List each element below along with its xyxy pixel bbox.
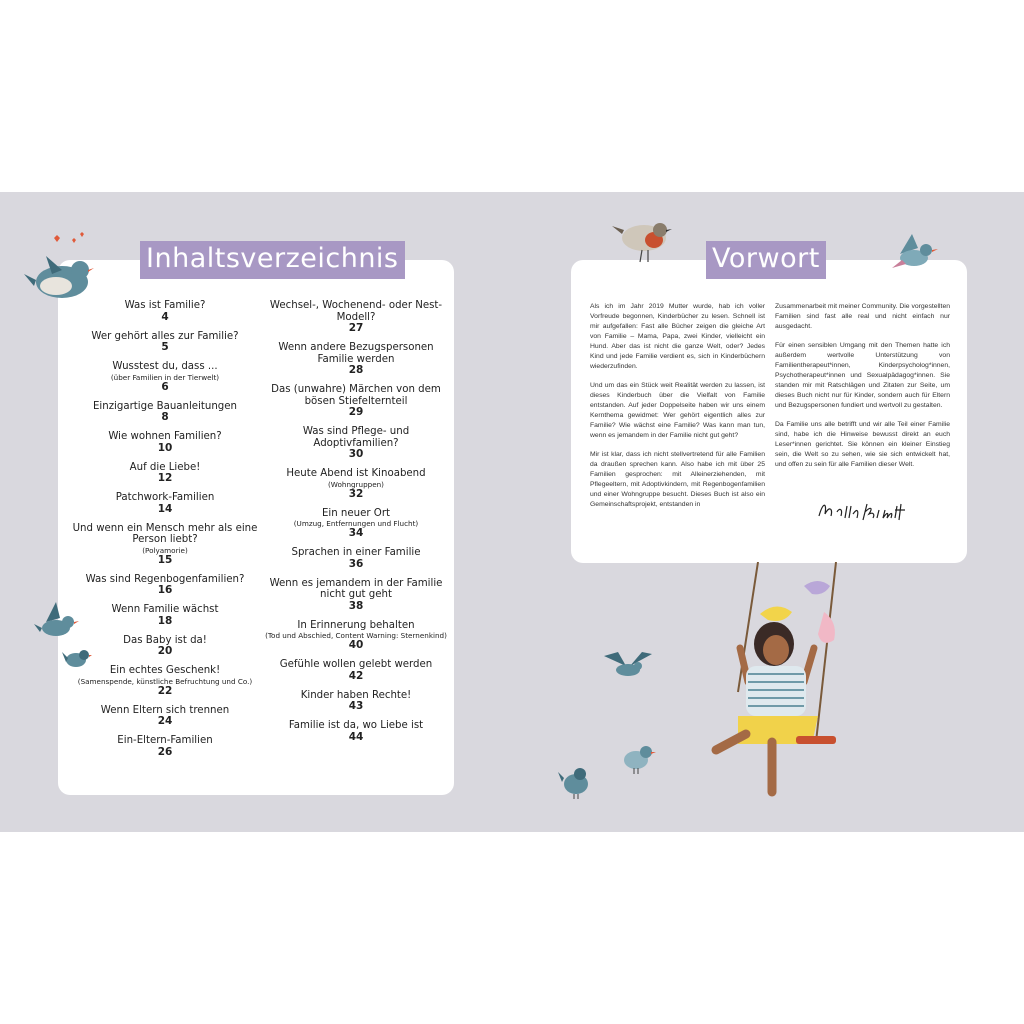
preface-column-1 xyxy=(590,302,765,519)
toc-entry xyxy=(70,431,260,454)
toc-entry xyxy=(261,690,451,713)
blue-bird-icon xyxy=(32,600,80,642)
toc-entry xyxy=(70,665,260,697)
toc-entry-page-number: 43 xyxy=(348,700,364,712)
preface-column-2 xyxy=(775,302,950,479)
toc-entry-page-number: 26 xyxy=(157,745,173,758)
toc-entry-subtitle: (Polyamorie) xyxy=(142,545,188,555)
toc-entry xyxy=(261,426,451,460)
toc-entry xyxy=(70,331,260,354)
toc-entry-title: Was sind Regenbogenfamilien? xyxy=(85,573,245,585)
toc-entry-title: Wenn Eltern sich trennen xyxy=(100,704,230,716)
toc-entry-subtitle: (Samenspende, künstliche Befruchtung und Co.) xyxy=(77,676,253,686)
toc-entry-subtitle: (über Familien in der Tierwelt) xyxy=(110,372,220,382)
toc-entry xyxy=(261,384,451,418)
toc-entry xyxy=(70,635,260,658)
toc-entry xyxy=(70,300,260,323)
toc-entry-page-number: 40 xyxy=(348,639,364,651)
toc-entry-page-number: 22 xyxy=(157,684,173,697)
toc-entry-title: Ein echtes Geschenk! xyxy=(109,665,221,676)
flying-bird-icon xyxy=(890,228,940,278)
toc-entry-title: Was ist Familie? xyxy=(124,300,206,311)
toc-entry-page-number: 16 xyxy=(157,584,173,596)
toc-entry xyxy=(70,735,260,758)
toc-entry-title: Wie wohnen Familien? xyxy=(108,431,222,442)
toc-entry-page-number: 14 xyxy=(157,502,173,515)
toc-entry-page-number: 8 xyxy=(161,411,169,423)
toc-entry-title: Kinder haben Rechte! xyxy=(300,689,412,701)
toc-entry-page-number: 44 xyxy=(348,730,364,743)
toc-entry-subtitle: (Wohngruppen) xyxy=(328,479,384,489)
toc-entry-subtitle: (Umzug, Entfernungen und Flucht) xyxy=(293,519,419,528)
toc-entry-page-number: 34 xyxy=(348,527,364,539)
toc-column-1 xyxy=(70,300,260,766)
toc-heading: Inhaltsverzeichnis xyxy=(140,241,405,279)
preface-paragraph: Mir ist klar, dass ich nicht stellvertretend für alle Familien da draußen sprechen kann. Also habe ich mit über 25 Familien gesprochen: mit Alleinerziehenden, mit Pflegeeltern, mit Adoptivkindern, mit Regenbogenfamilien und einer Wohngruppe besucht. Dieses Buch ist also ein Gemeinschaftsprojekt, entstanden in xyxy=(590,451,765,508)
flying-bird-icon-2 xyxy=(600,648,656,684)
toc-entry-page-number: 29 xyxy=(348,406,364,418)
toc-entry xyxy=(70,523,260,566)
toc-entry-page-number: 12 xyxy=(157,472,173,484)
preface-heading: Vorwort xyxy=(706,241,826,279)
toc-entry-title: Wenn andere Bezugspersonen Familie werden xyxy=(278,342,434,365)
toc-entry-page-number: 18 xyxy=(157,614,173,627)
toc-entry-title: Das Baby ist da! xyxy=(123,634,207,646)
preface-paragraph: Und um das ein Stück weit Realität werden zu lassen, ist dieses Kinderbuch über die Vielfalt von Familie entstanden. Auf jeder Doppelseite haben wir uns einem Kernthema gewidmet: Wer gehört eigentlich alles zur Familie? Wie wächst eine Familie? Was kann man tun, wenn es jemandem in der Familie nicht gut geht? xyxy=(590,382,765,439)
toc-entry xyxy=(261,508,451,540)
toc-entry-title: Patchwork-Familien xyxy=(115,492,215,503)
toc-entry xyxy=(70,705,260,728)
toc-entry xyxy=(70,492,260,515)
toc-entry-title: Sprachen in einer Familie xyxy=(291,547,421,558)
toc-entry-title: Auf die Liebe! xyxy=(129,461,201,473)
preface-paragraph: Als ich im Jahr 2019 Mutter wurde, hab ich voller Vorfreude begonnen, Kinderbücher zu lesen. Schnell ist mir aufgefallen: Fast alle Bücher zeigen die gleiche Art von Familie – Mama, Papa, zwei Kinder, vielleicht ein Hund. Aber das ist nicht die ganze Welt, oder? Jedes Kind und jede Familie verdient es, sich in Kinderbüchern wiederzufinden. xyxy=(590,303,765,370)
toc-entry-page-number: 15 xyxy=(157,553,173,566)
toc-entry-page-number: 4 xyxy=(161,310,169,323)
toc-entry-page-number: 6 xyxy=(161,380,169,393)
toc-entry xyxy=(261,342,451,376)
toc-entry xyxy=(70,462,260,485)
toc-entry xyxy=(70,361,260,393)
toc-entry-page-number: 32 xyxy=(348,487,364,500)
toc-entry xyxy=(261,720,451,743)
toc-entry-page-number: 10 xyxy=(157,441,173,454)
girl-on-swing-illustration xyxy=(676,562,866,802)
toc-entry-page-number: 24 xyxy=(157,715,173,727)
toc-entry-title: Was sind Pflege- und Adoptivfamilien? xyxy=(302,426,410,449)
toc-entry xyxy=(261,547,451,570)
toc-entry-title: Wusstest du, dass ... xyxy=(112,361,218,372)
robin-bird-icon xyxy=(610,212,674,266)
toc-entry xyxy=(261,620,451,652)
toc-entry-page-number: 30 xyxy=(348,448,364,460)
toc-entry-title: Und wenn ein Mensch mehr als eine Person liebt? xyxy=(72,522,258,545)
toc-entry-title: Gefühle wollen gelebt werden xyxy=(279,659,433,670)
preface-paragraph: Für einen sensiblen Umgang mit den Themen hatte ich außerdem wertvolle Unterstützung von Familientherapeut*innen, Kinderpsycholog*innen, Psychotherapeut*innen und Sexualpädagog*innen. Sie standen mir mit Ratschlägen und Zitaten zur Seite, um dieses Buch nicht nur für Kinder, sondern auch für Eltern und Bezugspersonen fundiert und wertvoll zu gestalten. xyxy=(775,342,950,409)
preface-paragraph: Da Familie uns alle betrifft und wir alle Teil einer Familie sind, habe ich die Hinweise bewusst direkt an euch Leser*innen gerichtet. Sie können ein kleiner Einstieg sein, die Welt so zu sehen, wie sie sich entwickelt hat, und offen zu sein für alle Familien dieser Welt. xyxy=(775,421,950,468)
toc-entry-title: Wechsel-, Wochenend- oder Nest-Modell? xyxy=(269,300,443,323)
toc-entry-title: Das (unwahre) Märchen von dem bösen Stiefelternteil xyxy=(271,384,441,407)
toc-entry-title: Familie ist da, wo Liebe ist xyxy=(288,720,424,731)
toc-entry-title: Wenn es jemandem in der Familie nicht gut geht xyxy=(269,577,443,600)
toc-entry-page-number: 5 xyxy=(161,341,169,353)
toc-entry xyxy=(261,578,451,612)
toc-entry-subtitle: (Tod und Abschied, Content Warning: Sternenkind) xyxy=(265,631,447,640)
toc-entry xyxy=(70,574,260,597)
toc-entry-page-number: 28 xyxy=(348,364,364,376)
toc-column-2 xyxy=(261,300,451,751)
toc-entry-page-number: 36 xyxy=(348,557,364,570)
toc-entry-title: Einzigartige Bauanleitungen xyxy=(92,400,237,412)
toc-entry-title: Ein neuer Ort xyxy=(321,507,391,519)
toc-entry-title: Wenn Familie wächst xyxy=(111,604,219,615)
small-bird-icon-2 xyxy=(556,764,596,800)
toc-entry-title: Heute Abend ist Kinoabend xyxy=(286,468,426,479)
toc-entry-page-number: 20 xyxy=(157,645,173,657)
toc-entry-title: In Erinnerung behalten xyxy=(297,619,415,631)
toc-entry xyxy=(70,604,260,627)
author-signature xyxy=(815,496,915,531)
preface-paragraph: Zusammenarbeit mit meiner Community. Die vorgestellten Familien sind fast alle real und nicht einfach nur ausgedacht. xyxy=(775,303,950,330)
toc-entry xyxy=(70,401,260,424)
toc-entry-title: Ein-Eltern-Familien xyxy=(117,735,213,746)
small-bird-icon xyxy=(60,644,92,672)
toc-entry-page-number: 42 xyxy=(348,669,364,682)
toc-entry xyxy=(261,659,451,682)
sitting-bird-icon xyxy=(618,742,658,776)
bird-with-hearts-icon xyxy=(22,230,94,310)
toc-entry-page-number: 38 xyxy=(348,599,364,612)
toc-entry-page-number: 27 xyxy=(348,322,364,334)
toc-entry xyxy=(261,300,451,334)
toc-entry-title: Wer gehört alles zur Familie? xyxy=(91,330,239,342)
toc-entry xyxy=(261,468,451,500)
